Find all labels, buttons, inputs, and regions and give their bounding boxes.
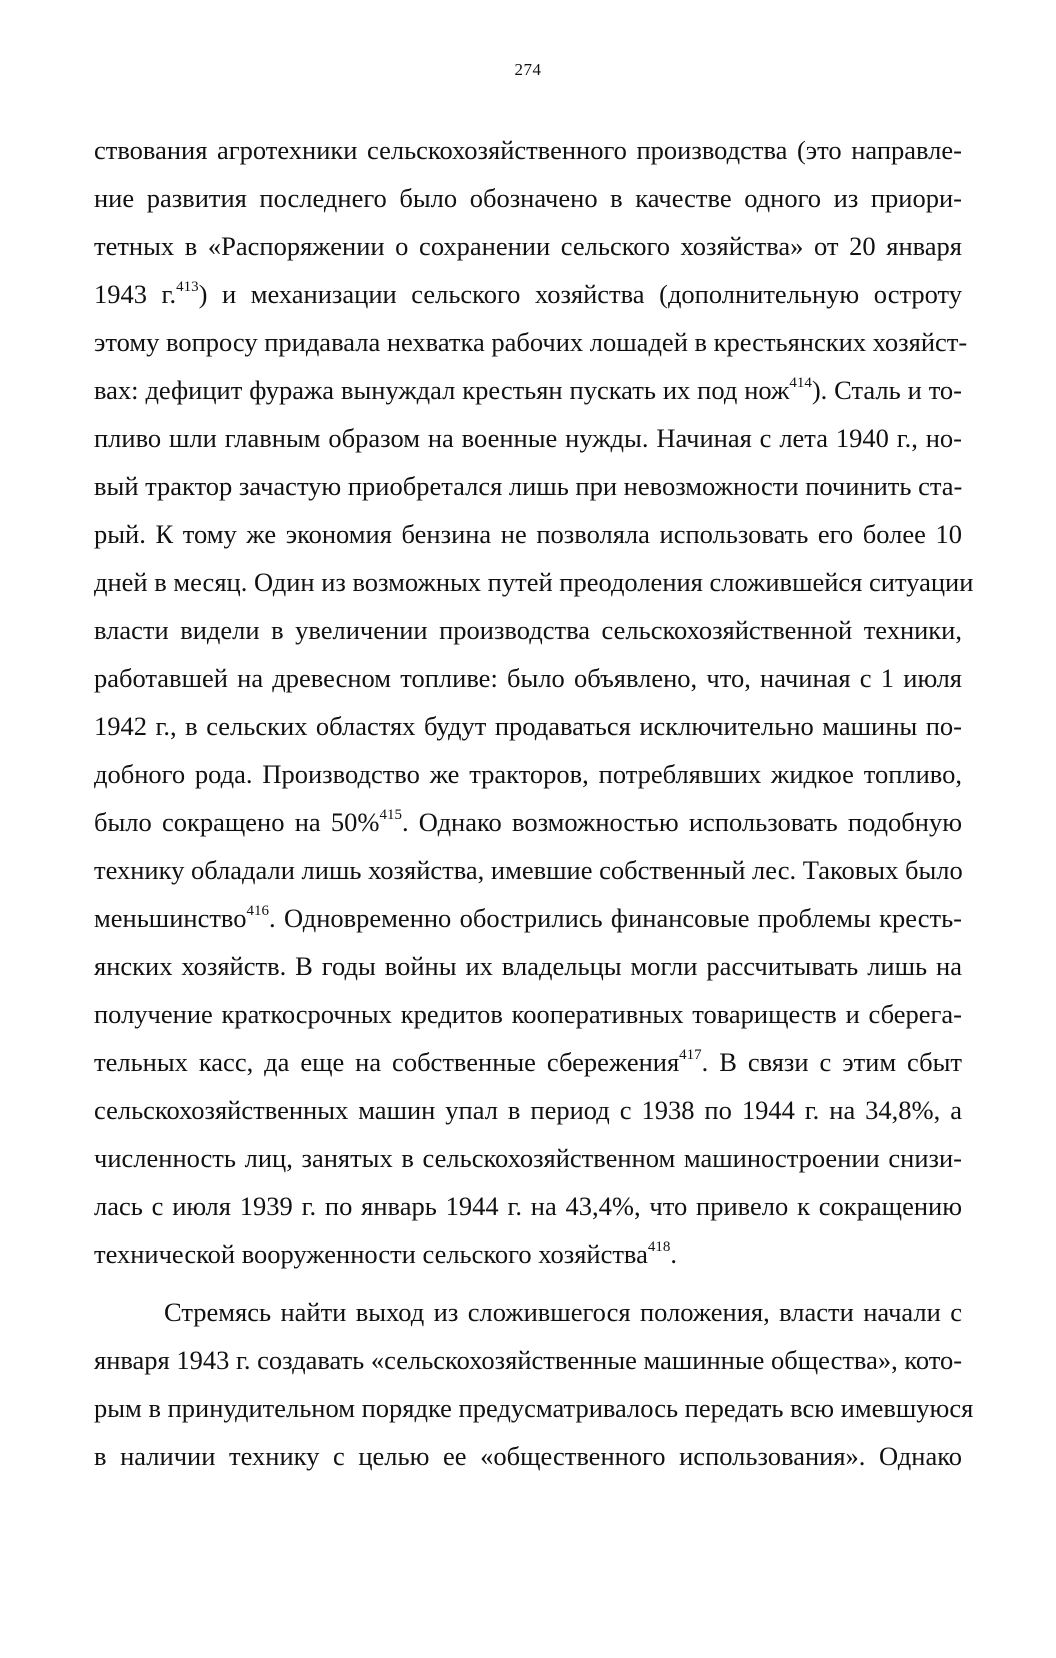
text-line: дней в месяц. Один из возможных путей преодоления сложившейся ситуации <box>94 567 974 597</box>
text-line: было сокращено на 50%$^{415}$. Однако возможностью использовать подобную <box>94 807 962 837</box>
text-line: пливо шли главным образом на военные нужды. Начиная с лета 1940 г., но- <box>94 423 962 453</box>
footnote-ref: 415 <box>379 807 402 823</box>
text-line: добного рода. Производство же тракторов, потреблявших жидкое топливо, <box>94 759 962 789</box>
text-line: 1942 г., в сельских областях будут продаваться исключительно машины по- <box>94 711 962 741</box>
text-line: технику обладали лишь хозяйства, имевшие собственный лес. Таковых было <box>94 855 963 885</box>
paragraph-2 <box>94 1288 974 1480</box>
paragraph-spacing <box>94 1278 962 1288</box>
text-line: работавшей на древесном топливе: было объявлено, что, начиная с 1 июля <box>94 663 962 693</box>
text-line: получение краткосрочных кредитов кооперативных товариществ и сберега- <box>94 999 962 1029</box>
text-line: янских хозяйств. В годы войны их владельцы могли рассчитывать лишь на <box>94 951 962 981</box>
text-line: лась с июля 1939 г. по январь 1944 г. на 43,4%, что привело к сокращению <box>94 1191 962 1221</box>
text-line: этому вопросу придавала нехватка рабочих лошадей в крестьянских хозяйст- <box>94 327 968 357</box>
text-line: сельскохозяйственных машин упал в период с 1938 по 1944 г. на 34,8%, а <box>94 1095 962 1125</box>
text-line: технической вооруженности сельского хозяйства$^{418}$. <box>94 1239 677 1269</box>
footnote-ref: 414 <box>789 375 812 391</box>
text-line: вах: дефицит фуража вынуждал крестьян пускать их под нож$^{414}$). Сталь и то- <box>94 375 962 405</box>
paragraph-1 <box>94 126 974 1278</box>
text-line: власти видели в увеличении производства сельскохозяйственной техники, <box>94 615 962 645</box>
page-number: 274 <box>514 60 542 79</box>
footnote-ref: 413 <box>176 279 199 295</box>
text-line: 1943 г.$^{413}$) и механизации сельского хозяйства (дополнительную остроту <box>94 279 963 309</box>
text-line: Стремясь найти выход из сложившегося положения, власти начали с <box>164 1297 962 1327</box>
text-line: в наличии технику с целью ее «общественного использования». Однако <box>94 1441 962 1471</box>
footnote-ref: 416 <box>246 903 269 919</box>
text-line: численность лиц, занятых в сельскохозяйственном машиностроении снизи- <box>94 1143 962 1173</box>
text-line: рым в принудительном порядке предусматривалось передать всю имевшуюся <box>94 1393 974 1423</box>
text-line: меньшинство$^{416}$. Одновременно обострились финансовые проблемы кресть- <box>94 903 962 933</box>
text-line: тетных в «Распоряжении о сохранении сельского хозяйства» от 20 января <box>94 231 962 261</box>
body-text <box>94 126 974 1480</box>
text-line: ние развития последнего было обозначено в качестве одного из приори- <box>94 183 962 213</box>
text-line: ствования агротехники сельскохозяйственного производства (это направле- <box>94 135 962 165</box>
text-line: вый трактор зачастую приобретался лишь при невозможности починить ста- <box>94 471 963 501</box>
footnote-ref: 418 <box>647 1239 671 1255</box>
text-line: тельных касс, да еще на собственные сбережения$^{417}$. В связи с этим сбыт <box>94 1047 963 1077</box>
text-line: января 1943 г. создавать «сельскохозяйственные машинные общества», кото- <box>94 1345 963 1375</box>
text-line: рый. К тому же экономия бензина не позволяла использовать его более 10 <box>94 519 962 549</box>
footnote-ref: 417 <box>679 1047 702 1063</box>
